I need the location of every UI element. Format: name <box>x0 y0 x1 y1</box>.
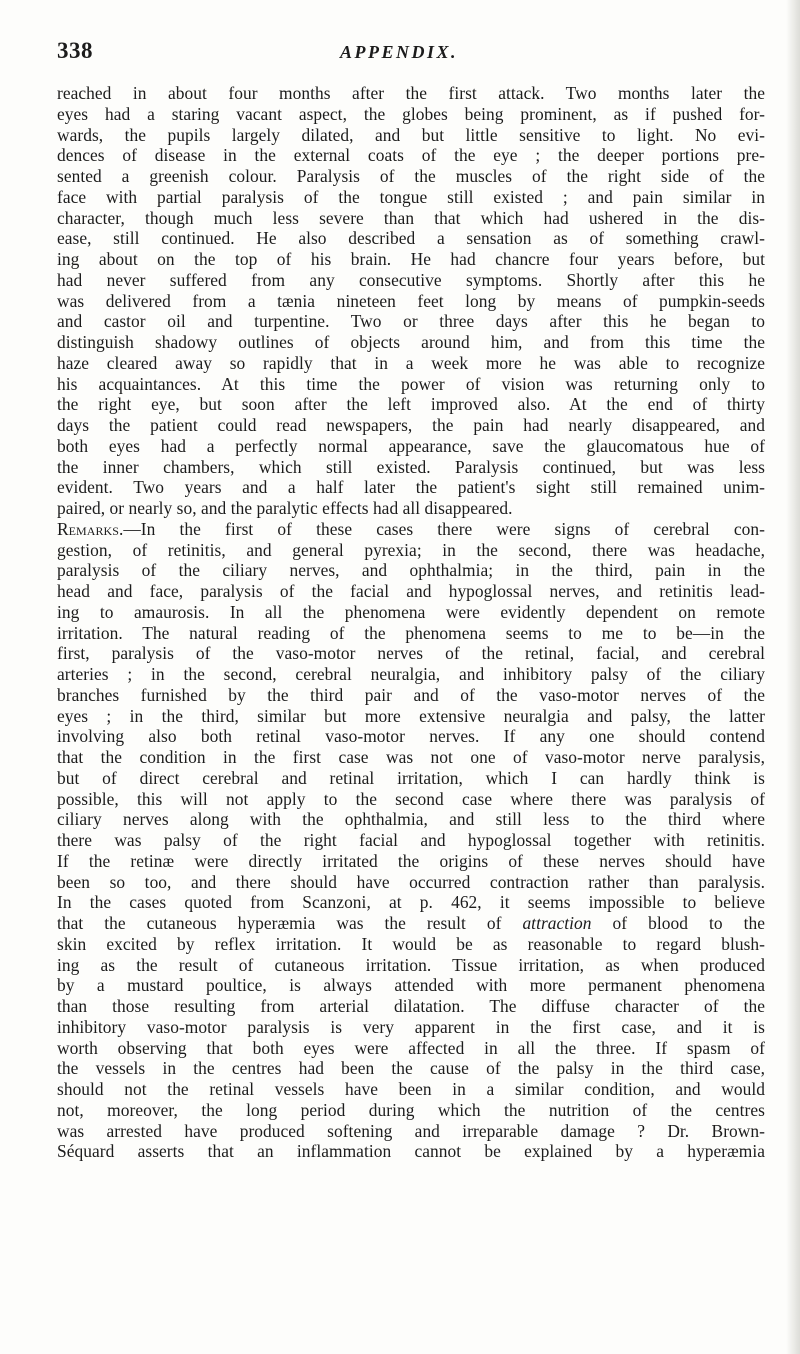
text-line: was delivered from a tænia nineteen feet long by means of pumpkin-seeds <box>57 290 765 311</box>
text-line: and castor oil and turpentine. Two or three days after this he began to <box>57 311 765 332</box>
text-line: paralysis of the ciliary nerves, and ophthalmia; in the third, pain in the <box>57 560 765 581</box>
text-line: paired, or nearly so, and the paralytic effects had all disappeared. <box>57 498 513 518</box>
text-line: face with partial paralysis of the tongue still existed ; and pain similar in <box>57 186 765 207</box>
remarks-line <box>57 519 765 540</box>
text-line: there was palsy of the right facial and hypoglossal together with retinitis. <box>57 830 765 850</box>
text-line: than those resulting from arterial dilatation. The diffuse character of the <box>57 996 765 1016</box>
text-line: dences of disease in the external coats of the eye ; the deeper portions pre- <box>57 145 765 166</box>
text-line: ciliary nerves along with the ophthalmia, and still less to the third where <box>57 809 765 830</box>
text-line: but of direct cerebral and retinal irritation, which I can hardly think is <box>57 767 765 788</box>
text-line: should not the retinal vessels have been in a similar condition, and would <box>57 1079 765 1099</box>
text-line: If the retinæ were directly irritated the origins of these nerves should have <box>57 850 765 871</box>
remarks-label: Remarks. <box>57 518 124 539</box>
running-head: APPENDIX. <box>340 42 459 62</box>
text-line <box>57 913 765 934</box>
text-line: irritation. The natural reading of the phenomena seems to me to be—in the <box>57 622 765 643</box>
page-edge-shadow <box>786 0 800 1354</box>
text-line: gestion, of retinitis, and general pyrexia; in the second, there was headache, <box>57 539 765 560</box>
text-line: arteries ; in the second, cerebral neuralgia, and inhibitory palsy of the ciliary <box>57 664 765 684</box>
text-line: both eyes had a perfectly normal appearance, save the glaucomatous hue of <box>57 435 765 456</box>
text-line: days the patient could read newspapers, the pain had nearly disappeared, and <box>57 415 765 435</box>
text-line: eyes had a staring vacant aspect, the globes being prominent, as if pushed for- <box>57 103 765 124</box>
text-line: sented a greenish colour. Paralysis of the muscles of the right side of the <box>57 166 765 186</box>
text-line: was arrested have produced softening and irreparable damage ? Dr. Brown- <box>57 1120 765 1141</box>
text-span: of blood to the <box>591 913 765 933</box>
text-line: possible, this will not apply to the second case where there was paralysis of <box>57 788 765 809</box>
text-span: that the cutaneous hyperæmia was the result of <box>57 913 523 933</box>
text-line: ing as the result of cutaneous irritation. Tissue irritation, as when produced <box>57 954 765 975</box>
text-line: ease, still continued. He also described a sensation as of something crawl- <box>57 228 765 249</box>
text-line: by a mustard poultice, is always attended with more permanent phenomena <box>57 975 765 996</box>
italic-word: attraction <box>522 913 592 933</box>
text-line: inhibitory vaso-motor paralysis is very apparent in the first case, and it is <box>57 1016 765 1037</box>
text-line: ing to amaurosis. In all the phenomena were evidently dependent on remote <box>57 601 765 622</box>
text-line: head and face, paralysis of the facial and hypoglossal nerves, and retinitis lead- <box>57 581 765 601</box>
text-line: character, though much less severe than that which had ushered in the dis- <box>57 207 765 228</box>
text-line: reached in about four months after the first attack. Two months later the <box>57 83 765 103</box>
remarks-text: —In the first of these cases there were signs of cerebral con- <box>123 518 765 539</box>
text-line: his acquaintances. At this time the power of vision was returning only to <box>57 373 765 394</box>
text-line: worth observing that both eyes were affected in all the three. If spasm of <box>57 1037 765 1058</box>
text-line: distinguish shadowy outlines of objects around him, and from this time the <box>57 332 765 352</box>
page-header <box>57 38 757 68</box>
text-line: that the condition in the first case was not one of vaso-motor nerve paralysis, <box>57 747 765 767</box>
text-line: eyes ; in the third, similar but more extensive neuralgia and palsy, the latter <box>57 705 765 726</box>
text-line: the inner chambers, which still existed. Paralysis continued, but was less <box>57 456 765 477</box>
body-text <box>57 83 765 1162</box>
text-line: wards, the pupils largely dilated, and but little sensitive to light. No evi- <box>57 124 765 145</box>
text-line: haze cleared away so rapidly that in a week more he was able to recognize <box>57 352 765 373</box>
text-line: branches furnished by the third pair and of the vaso-motor nerves of the <box>57 684 765 705</box>
text-line: the right eye, but soon after the left improved also. At the end of thirty <box>57 394 765 415</box>
text-line: had never suffered from any consecutive symptoms. Shortly after this he <box>57 269 765 290</box>
text-line: first, paralysis of the vaso-motor nerves of the retinal, facial, and cerebral <box>57 643 765 664</box>
text-line: not, moreover, the long period during which the nutrition of the centres <box>57 1099 765 1120</box>
text-line: been so too, and there should have occurred contraction rather than paralysis. <box>57 871 765 892</box>
page-number: 338 <box>57 38 93 63</box>
text-line: skin excited by reflex irritation. It would be as reasonable to regard blush- <box>57 933 765 954</box>
text-line: Séquard asserts that an inflammation cannot be explained by a hyperæmia <box>57 1141 765 1162</box>
text-line: the vessels in the centres had been the cause of the palsy in the third case, <box>57 1058 765 1079</box>
text-line: involving also both retinal vaso-motor nerves. If any one should contend <box>57 726 765 747</box>
text-line: In the cases quoted from Scanzoni, at p. 462, it seems impossible to believe <box>57 892 765 913</box>
text-line: evident. Two years and a half later the patient's sight still remained unim- <box>57 477 765 498</box>
text-line: ing about on the top of his brain. He had chancre four years before, but <box>57 249 765 269</box>
